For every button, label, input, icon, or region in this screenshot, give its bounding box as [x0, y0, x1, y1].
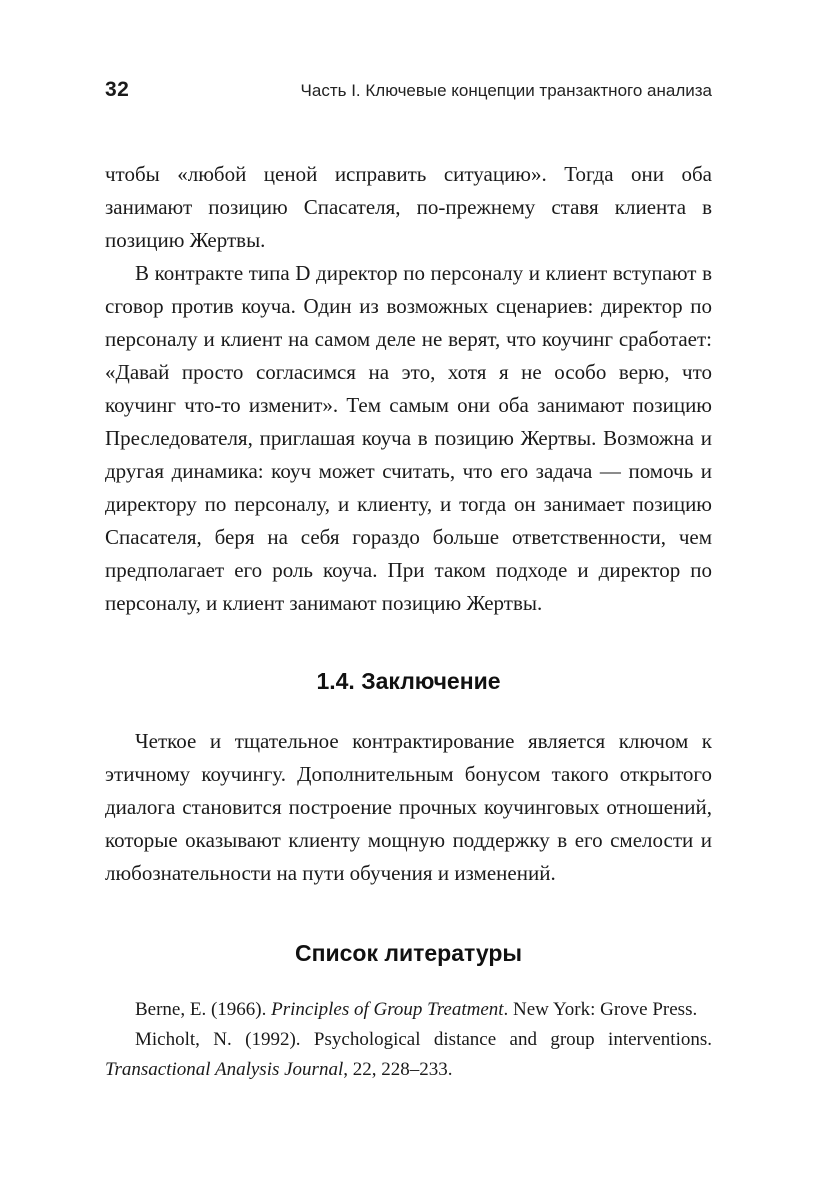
reference-text: , 22, 228–233. [343, 1059, 453, 1080]
page-number: 32 [105, 78, 130, 101]
reference-text: . New York: Grove Press. [503, 999, 698, 1020]
page-header [105, 78, 712, 102]
paragraph-continuation: чтобы «любой ценой исправить ситуацию». Тогда они оба занимают позицию Спасателя, по-прежнему ставя клиента в позицию Жертвы. [105, 162, 712, 252]
paragraph: В контракте типа D директор по персоналу и клиент вступают в сговор против коуча. Один из возможных сценариев: директор по персоналу и клиент на самом деле не верят, что коучинг сработает: «Давай просто согласимся на это, хотя я не особо верю, что коучинг что-то изменит». Тем самым они оба занимают позицию Преследователя, приглашая коуча в позицию Жертвы. Возможна и другая динамика: коуч может считать, что его задача — помочь и директору по персоналу, и клиенту, и тогда он занимает позицию Спасателя, беря на себя гораздо больше ответственности, чем предполагает его роль коуча. При таком подходе и директор по персоналу, и клиент занимают позицию Жертвы. [105, 261, 712, 615]
reference-item [105, 995, 712, 1025]
running-header-title: Часть I. Ключевые концепции транзактного анализа [300, 81, 712, 100]
paragraph: Четкое и тщательное контрактирование является ключом к этичному коучингу. Дополнительным бонусом такого открытого диалога становится построение прочных коучинговых отношений, которые оказывают клиенту мощную поддержку в его смелости и любознательности на пути обучения и изменений. [105, 729, 712, 885]
section-heading: 1.4. Заключение [316, 668, 501, 694]
references-list [105, 995, 712, 1085]
reference-journal-italic: Transactional Analysis Journal [105, 1059, 344, 1080]
reference-title-italic: Principles of Group Treatment [271, 999, 504, 1020]
references-heading: Список литературы [294, 940, 523, 966]
page-body [105, 158, 712, 1085]
reference-item [105, 1025, 712, 1085]
reference-text: Berne, E. (1966). [135, 999, 272, 1020]
reference-text: Micholt, N. (1992). Psychological distance and group interventions. [135, 1029, 712, 1050]
